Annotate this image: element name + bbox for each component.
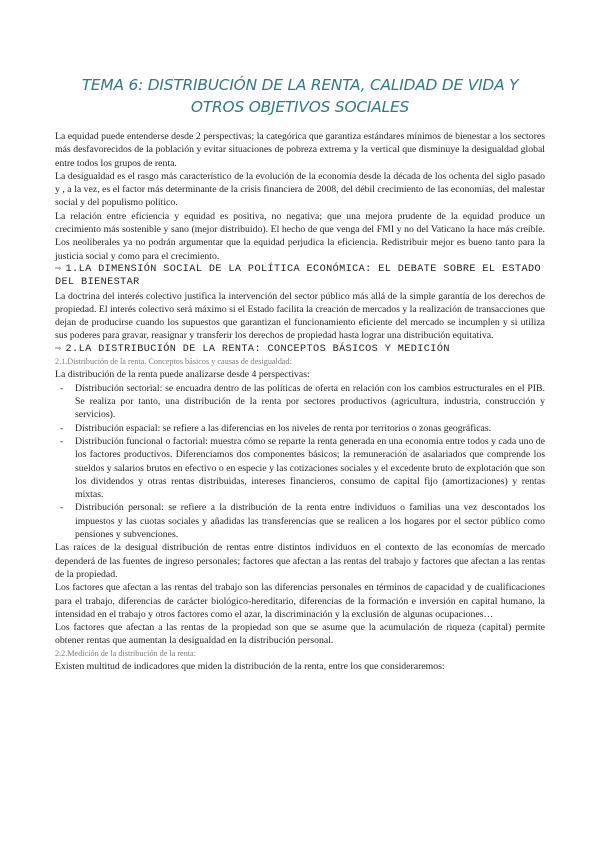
bullet-marker: - <box>60 422 64 434</box>
perspectives-list <box>55 382 545 542</box>
intro-paragraph-3: La relación entre eficiencia y equidad es positiva, no negativa; que una mejora prudente de la equidad produce un crecimiento más sostenible y sano (mejor distribuido). El hecho de que venga del FMI y no del Vaticano la hace más creíble. Los neoliberales ya no podrán argumentar que la equidad perjudica la eficiencia. Redistribuir mejor es bueno tanto para la justicia social y como para el crecimiento. <box>55 210 545 262</box>
list-item-text: Distribución espacial: se refiere a las diferencias en los niveles de renta por territorios o zonas geográficas. <box>75 422 492 434</box>
bullet-marker: - <box>60 382 64 394</box>
bullet-marker: - <box>60 502 64 514</box>
arrow-right-icon: ⇨ <box>55 343 62 355</box>
list-item-text: Distribución sectorial: se encuadra dentro de las políticas de oferta en relación con los cambios estructurales en el PIB. Se realiza por tanto, una distribución de la renta por sectores productivos (agricultura, industria, construcción y servicios). <box>75 382 545 421</box>
bullet-marker: - <box>60 435 64 447</box>
section-2-paragraph-1: Las raíces de la desigual distribución de rentas entre distintos individuos en el contexto de las economías de mercado dependerá de las fuentes de ingreso personales; factores que afectan a las rentas del trabajo y factores que afectan a las rentas de la propiedad. <box>55 542 545 580</box>
section-1-paragraph: La doctrina del interés colectivo justifica la intervención del sector público más allá de la simple garantía de los derechos de propiedad. El interés colectivo será máximo si el Estado facilita la creación de mercados y la realización de transacciones que dejan de producirse cuando los supuestos que garantizan el funcionamiento eficiente del mercado se incumplen y si utiliza sus poderes para gravar, reasignar y transferir los derechos de propiedad hasta lograr una distribución equitativa. <box>55 290 545 342</box>
arrow-right-icon: ⇨ <box>55 263 62 275</box>
list-item-text: Distribución personal: se refiere a la distribución de la renta entre individuos o familias una vez descontados los impuestos y las cuotas sociales y añadidas las transferencias que se realicen a los hogares por el sector público como pensiones y subvenciones. <box>75 502 545 541</box>
section-2-paragraph-2: Los factores que afectan a las rentas del trabajo son las diferencias personales en términos de capacidad y de cualificaciones para el trabajo, diferencias de carácter biológico-hereditario, diferencias de la formación e inversión en capital humano, la intensidad en el trabajo y otros factores como el azar, la discriminación y la exclusión de algunas ocupaciones… <box>55 582 545 620</box>
title-line-1: TEMA 6: DISTRIBUCIÓN DE LA RENTA, CALIDAD DE VIDA Y <box>81 76 519 94</box>
section-2-closing: Existen multitud de indicadores que miden la distribución de la renta, entre los que consideraremos: <box>55 661 445 673</box>
section-1-heading <box>55 263 545 290</box>
list-item <box>60 422 545 435</box>
section-2-heading-text: 2.LA DISTRIBUCIÓN DE LA RENTA: CONCEPTOS BÁSICOS Y MEDICIÓN <box>65 343 450 355</box>
subsection-2-2-heading: 2.2.Medición de la distribución de la renta: <box>55 648 196 658</box>
intro-paragraph-2: La desigualdad es el rasgo más característico de la evolución de la economía desde la década de los ochenta del siglo pasado y , a la vez, es el factor más determinante de la crisis financiera de 2008, del débil crecimiento de las economías, del malestar social y del populismo político. <box>55 170 545 209</box>
section-2-paragraph-3: Los factores que afectan a las rentas de la propiedad son que se asume que la acumulación de riqueza (capital) permite obtener rentas que aumentan la desigualdad en la distribución personal. <box>55 622 545 647</box>
document-title <box>55 0 545 118</box>
section-2-heading <box>55 343 545 356</box>
title-line-2: OTROS OBJETIVOS SOCIALES <box>190 98 410 116</box>
section-2-lead: La distribución de la renta puede analizarse desde 4 perspectivas: <box>55 369 310 381</box>
section-1-heading-text: 1.LA DIMENSIÓN SOCIAL DE LA POLÍTICA ECONÓMICA: EL DEBATE SOBRE EL ESTADO DEL BIENESTAR <box>55 263 542 289</box>
list-item <box>60 501 545 541</box>
intro-paragraph-1: La equidad puede entenderse desde 2 perspectivas; la categórica que garantiza estándares mínimos de bienestar a los sectores más desfavorecidos de la población y evitar situaciones de pobreza extrema y la vertical que disminuye la desigualdad global entre todos los grupos de renta. <box>55 131 545 169</box>
subsection-2-1-heading: 2.1.Distribución de la renta. Conceptos básicos y causas de desigualdad: <box>55 357 292 367</box>
list-item <box>60 435 545 501</box>
list-item <box>60 382 545 422</box>
list-item-text: Distribución funcional o factorial: muestra cómo se reparte la renta generada en una economía entre todos y cada uno de los factores productivos. Diferenciamos dos componentes básicos; la remuneración de asalariados que comprende los sueldos y salarios brutos en efectivo o en especie y las cotizaciones sociales y el excedente bruto de explotación que son los dividendos y otras rentas distribuidas, intereses financieros, consumo de capital fijo (amortizaciones) y rentas mixtas. <box>75 435 545 501</box>
